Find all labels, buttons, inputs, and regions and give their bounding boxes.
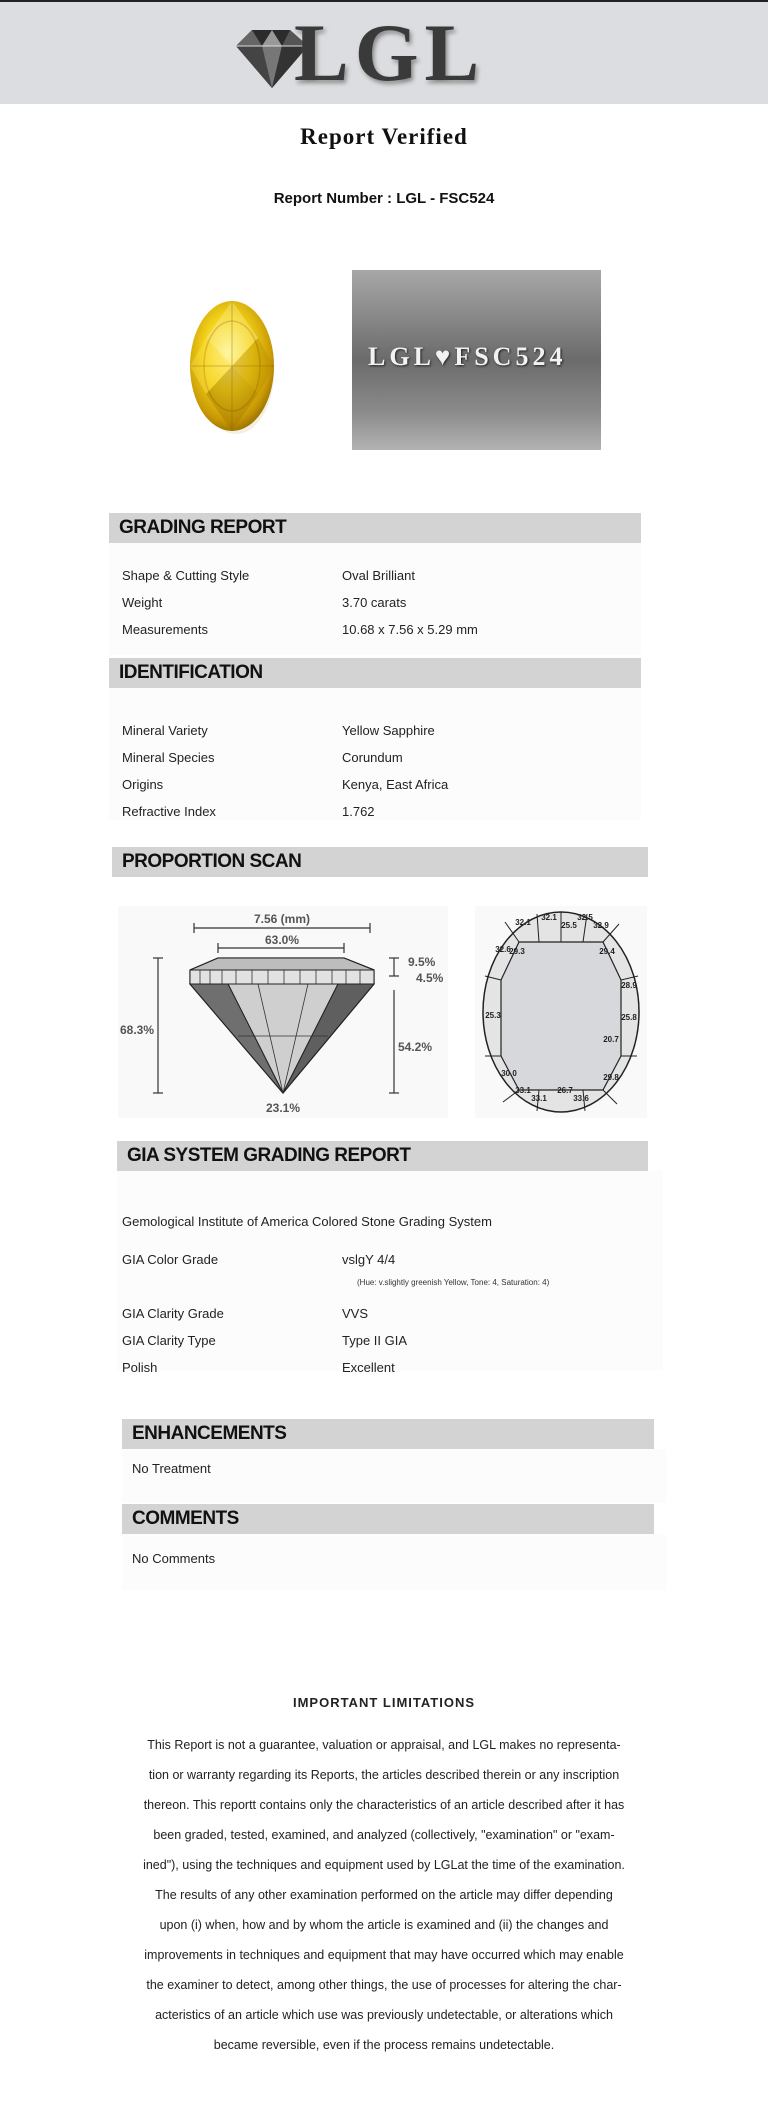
gia-clarity-grade-label: GIA Clarity Grade	[122, 1306, 224, 1321]
top-val-2: 25.5	[561, 921, 577, 930]
culet-pct: 23.1%	[265, 1101, 301, 1115]
top-val-9: 25.3	[485, 1011, 501, 1020]
gia-title: GIA SYSTEM GRADING REPORT	[127, 1145, 411, 1166]
enhancements-panel	[122, 1449, 666, 1503]
top-val-11: 20.7	[603, 1035, 619, 1044]
origins-label: Origins	[122, 777, 164, 792]
gia-color-value: vslgY 4/4	[342, 1252, 396, 1267]
measurements-value: 10.68 x 7.56 x 5.29 mm	[342, 622, 478, 637]
weight-label: Weight	[122, 595, 163, 610]
logo-text: LGL	[294, 7, 486, 98]
proportion-side-diagram	[118, 906, 448, 1118]
top-val-3: 32.5	[577, 913, 593, 922]
comments-title: COMMENTS	[132, 1508, 239, 1529]
comments-header	[122, 1504, 654, 1534]
limitations-line: the examiner to detect, among other things, the use of processes for altering the char-	[146, 1978, 622, 1992]
limitations-line: acteristics of an article which use was previously undetectable, or alterations which	[155, 2008, 613, 2022]
limitations-line: improvements in techniques and equipment that may have occurred which may enable	[144, 1948, 624, 1962]
limitations-line: The results of any other examination performed on the article may differ depending	[155, 1888, 613, 1902]
top-val-16: 33.1	[531, 1094, 547, 1103]
gia-header	[117, 1141, 648, 1171]
top-val-5: 32.6	[495, 945, 511, 954]
top-val-12: 30.0	[501, 1069, 517, 1078]
proportion-scan-title: PROPORTION SCAN	[122, 851, 302, 872]
top-val-7: 29.4	[599, 947, 615, 956]
proportion-top-diagram	[475, 906, 647, 1118]
limitations-line: became reversible, even if the process remains undetectable.	[213, 2038, 555, 2052]
measurements-label: Measurements	[122, 622, 208, 637]
top-val-14: 33.1	[515, 1086, 531, 1095]
enhancements-text: No Treatment	[132, 1461, 211, 1476]
top-val-15: 26.7	[557, 1086, 573, 1095]
mineral-variety-label: Mineral Variety	[122, 723, 208, 738]
report-number: Report Number : LGL - FSC524	[273, 190, 495, 207]
grading-report-title: GRADING REPORT	[119, 517, 287, 538]
identification-title: IDENTIFICATION	[119, 662, 263, 683]
crown-pct: 9.5%	[408, 955, 436, 969]
mineral-variety-value: Yellow Sapphire	[342, 723, 435, 738]
gia-color-note: (Hue: v.slightly greenish Yellow, Tone: 4, Saturation: 4)	[357, 1278, 550, 1287]
limitations-title: IMPORTANT LIMITATIONS	[292, 1695, 476, 1710]
gia-intro: Gemological Institute of America Colored Stone Grading System	[122, 1214, 492, 1229]
limitations-line: This Report is not a guarantee, valuation or appraisal, and LGL makes no representa-	[147, 1738, 621, 1752]
gia-clarity-type-value: Type II GIA	[342, 1333, 408, 1348]
limitations-line: upon (i) when, how and by whom the article is examined and (ii) the changes and	[159, 1918, 609, 1932]
girdle-pct: 4.5%	[416, 971, 444, 985]
limitations-line: tion or warranty regarding its Reports, the articles described therein or any inscription	[148, 1768, 620, 1782]
site-header	[0, 2, 768, 104]
top-val-13: 29.8	[603, 1073, 619, 1082]
gia-color-label: GIA Color Grade	[122, 1252, 219, 1267]
top-val-6: 29.3	[509, 947, 525, 956]
top-val-0: 32.1	[515, 918, 531, 927]
enhancements-header	[122, 1419, 654, 1449]
top-val-8: 28.9	[621, 981, 637, 990]
limitations-line: thereon. This reportt contains only the characteristics of an article described after it has	[143, 1798, 625, 1812]
width-label: 7.56 (mm)	[253, 912, 311, 926]
polish-value: Excellent	[342, 1360, 395, 1375]
limitations-line: ined"), using the techniques and equipment used by LGLat the time of the examination.	[143, 1858, 625, 1872]
mineral-species-label: Mineral Species	[122, 750, 215, 765]
gia-clarity-grade-value: VVS	[342, 1306, 369, 1321]
limitations-body	[118, 1730, 650, 2060]
weight-value: 3.70 carats	[342, 595, 407, 610]
mineral-species-value: Corundum	[342, 750, 403, 765]
proportion-scan-header	[112, 847, 648, 877]
shape-label: Shape & Cutting Style	[122, 568, 250, 583]
grading-report-header	[109, 513, 641, 543]
comments-text: No Comments	[132, 1551, 216, 1566]
enhancements-title: ENHANCEMENTS	[132, 1423, 287, 1444]
refractive-index-value: 1.762	[342, 804, 375, 819]
polish-label: Polish	[122, 1360, 158, 1375]
top-val-1: 32.1	[541, 913, 557, 922]
laser-inscription-photo	[352, 270, 601, 450]
gia-clarity-type-label: GIA Clarity Type	[122, 1333, 216, 1348]
depth-pct: 68.3%	[120, 1023, 155, 1037]
limitations-line: been graded, tested, examined, and analyzed (collectively, "examination" or "exam-	[153, 1828, 615, 1842]
pavilion-pct: 54.2%	[398, 1040, 433, 1054]
lgl-logo[interactable]	[232, 7, 494, 98]
shape-value: Oval Brilliant	[342, 568, 415, 583]
top-val-4: 32.9	[593, 921, 609, 930]
top-val-10: 25.8	[621, 1013, 637, 1022]
identification-header	[109, 658, 641, 688]
refractive-index-label: Refractive Index	[122, 804, 216, 819]
gemstone-photo	[136, 268, 326, 464]
table-pct: 63.0%	[264, 933, 300, 947]
origins-value: Kenya, East Africa	[342, 777, 449, 792]
inscription-text: LGL♥FSC524	[368, 342, 567, 371]
page-title: Report Verified	[300, 124, 468, 149]
top-val-17: 33.6	[573, 1094, 589, 1103]
